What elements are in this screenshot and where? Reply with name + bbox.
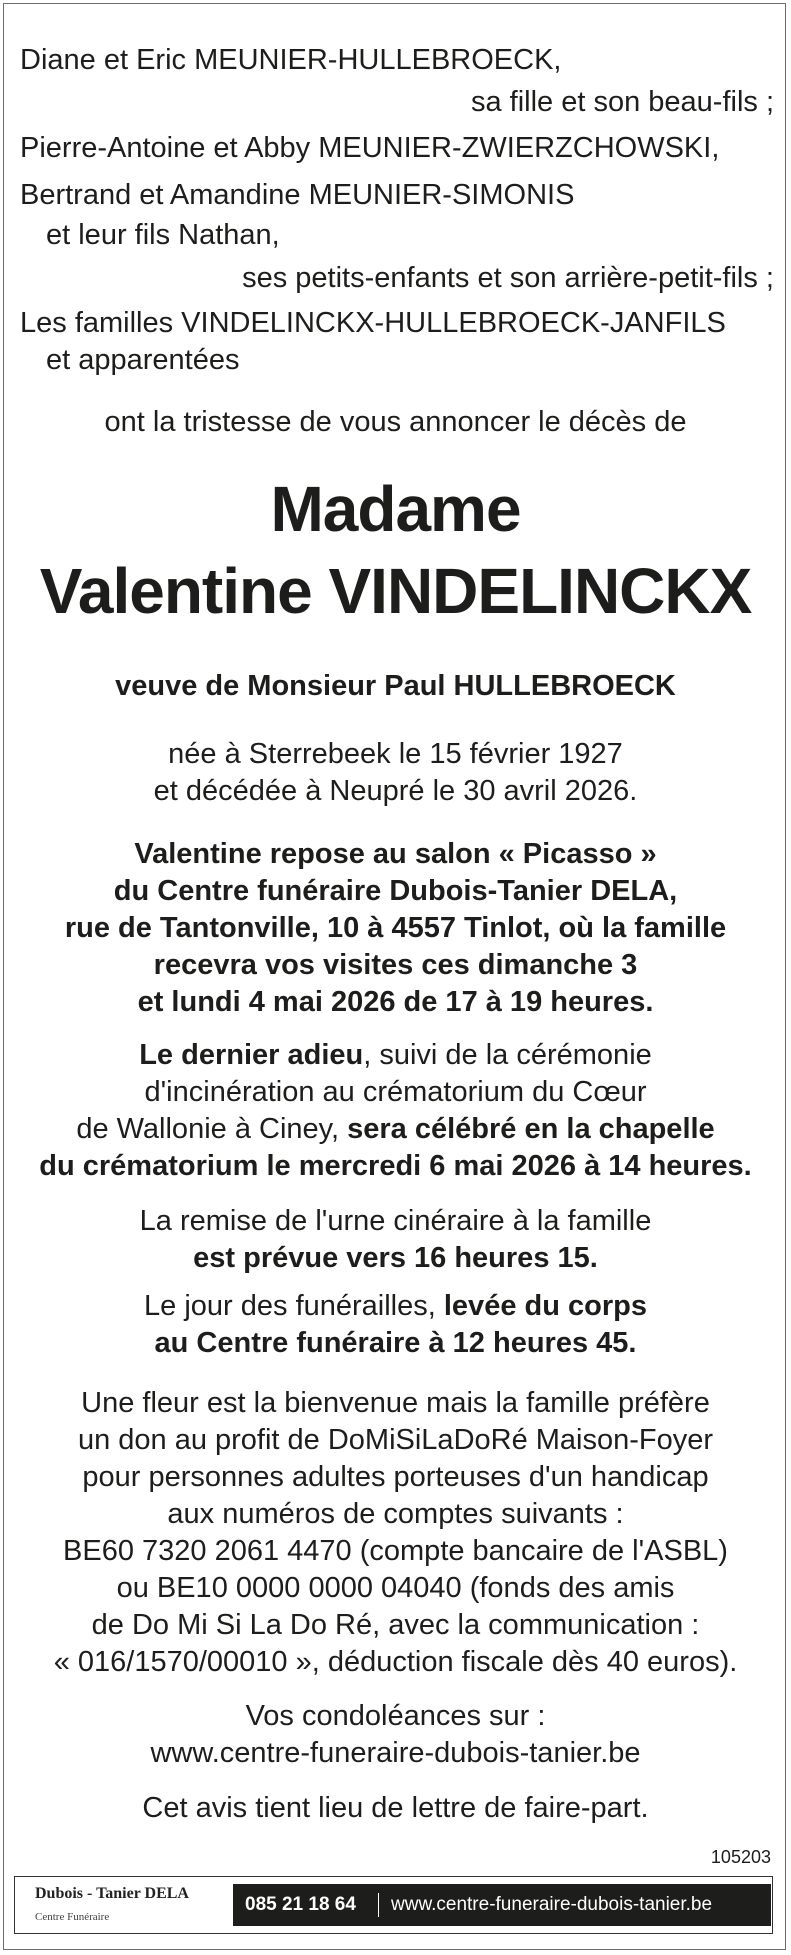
- ceremony-line-1: [0, 1037, 791, 1073]
- donation-line-8: « 016/1570/00010 », déduction fiscale dès 40 euros).: [53, 1646, 738, 1678]
- funeral-home-footer: [14, 1876, 773, 1934]
- funeral-home-subtitle: Centre Funéraire: [35, 1911, 110, 1923]
- donation-line-2: un don au profit de DoMiSiLaDoRé Maison-Foyer: [77, 1424, 714, 1456]
- donation-line-7: de Do Mi Si La Do Ré, avec la communication :: [91, 1609, 700, 1641]
- urn-line-1: La remise de l'urne cinéraire à la famille: [139, 1205, 652, 1237]
- death-line: et décédée à Neupré le 30 avril 2026.: [153, 775, 638, 807]
- widow-line: veuve de Monsieur Paul HULLEBROECK: [115, 670, 676, 702]
- donation-line-6: ou BE10 0000 0000 04040 (fonds des amis: [116, 1572, 675, 1604]
- family-line-7: Les familles VINDELINCKX-HULLEBROECK-JANFILS: [20, 307, 726, 339]
- visits-line-2: du Centre funéraire Dubois-Tanier DELA,: [113, 875, 678, 907]
- family-line-8: et apparentées: [46, 344, 240, 376]
- family-line-6: ses petits-enfants et son arrière-petit-fils ;: [242, 262, 774, 294]
- funeral-line-1-normal: Le jour des funérailles,: [144, 1290, 444, 1322]
- ceremony-line-3: [0, 1111, 791, 1147]
- donation-line-5: BE60 7320 2061 4470 (compte bancaire de l'ASBL): [63, 1535, 728, 1567]
- condolences-line-1: Vos condoléances sur :: [245, 1700, 546, 1732]
- visits-line-4: recevra vos visites ces dimanche 3: [153, 949, 638, 981]
- footer-phone[interactable]: 085 21 18 64: [245, 1894, 356, 1915]
- family-line-2: sa fille et son beau-fils ;: [470, 86, 774, 118]
- family-line-4: Bertrand et Amandine MEUNIER-SIMONIS: [20, 179, 575, 211]
- ceremony-line-3-normal: de Wallonie à Ciney,: [76, 1113, 348, 1145]
- donation-line-3: pour personnes adultes porteuses d'un handicap: [82, 1461, 709, 1493]
- footer-url[interactable]: www.centre-funeraire-dubois-tanier.be: [391, 1894, 713, 1915]
- ceremony-line-1-bold: Le dernier adieu: [139, 1039, 364, 1071]
- contact-bar: [233, 1884, 771, 1926]
- ceremony-line-4: du crématorium le mercredi 6 mai 2026 à 14 heures.: [39, 1150, 752, 1182]
- reference-number: 105203: [710, 1847, 771, 1867]
- funeral-home-logo: Dubois - Tanier DELA: [35, 1885, 189, 1902]
- funeral-line-1-bold: levée du corps: [443, 1290, 647, 1322]
- visits-line-3: rue de Tantonville, 10 à 4557 Tinlot, où la famille: [64, 912, 727, 944]
- condolences-url[interactable]: www.centre-funeraire-dubois-tanier.be: [150, 1737, 641, 1769]
- ceremony-line-1-rest: , suivi de la cérémonie: [363, 1039, 652, 1071]
- family-line-5: et leur fils Nathan,: [46, 219, 280, 251]
- donation-line-4: aux numéros de comptes suivants :: [167, 1498, 624, 1530]
- urn-line-2: est prévue vers 16 heures 15.: [193, 1242, 598, 1274]
- funeral-line-1: [0, 1288, 791, 1324]
- ceremony-line-3-bold: sera célébré en la chapelle: [347, 1113, 715, 1145]
- family-line-3: Pierre-Antoine et Abby MEUNIER-ZWIERZCHOWSKI,: [20, 132, 720, 164]
- visits-line-5: et lundi 4 mai 2026 de 17 à 19 heures.: [137, 986, 654, 1018]
- closing-line: Cet avis tient lieu de lettre de faire-part.: [142, 1792, 649, 1824]
- birth-line: née à Sterrebeek le 15 février 1927: [168, 738, 623, 770]
- deceased-name: Valentine VINDELINCKX: [39, 555, 752, 627]
- ceremony-line-2: d'incinération au crématorium du Cœur: [144, 1076, 647, 1108]
- donation-line-1: Une fleur est la bienvenue mais la famille préfère: [81, 1387, 710, 1419]
- announcement: ont la tristesse de vous annoncer le décès de: [104, 406, 687, 438]
- deceased-title: Madame: [270, 473, 521, 545]
- visits-line-1: Valentine repose au salon « Picasso »: [134, 838, 657, 870]
- footer-separator: [378, 1893, 379, 1917]
- family-line-1: Diane et Eric MEUNIER-HULLEBROECK,: [20, 44, 562, 76]
- funeral-line-2: au Centre funéraire à 12 heures 45.: [154, 1327, 637, 1359]
